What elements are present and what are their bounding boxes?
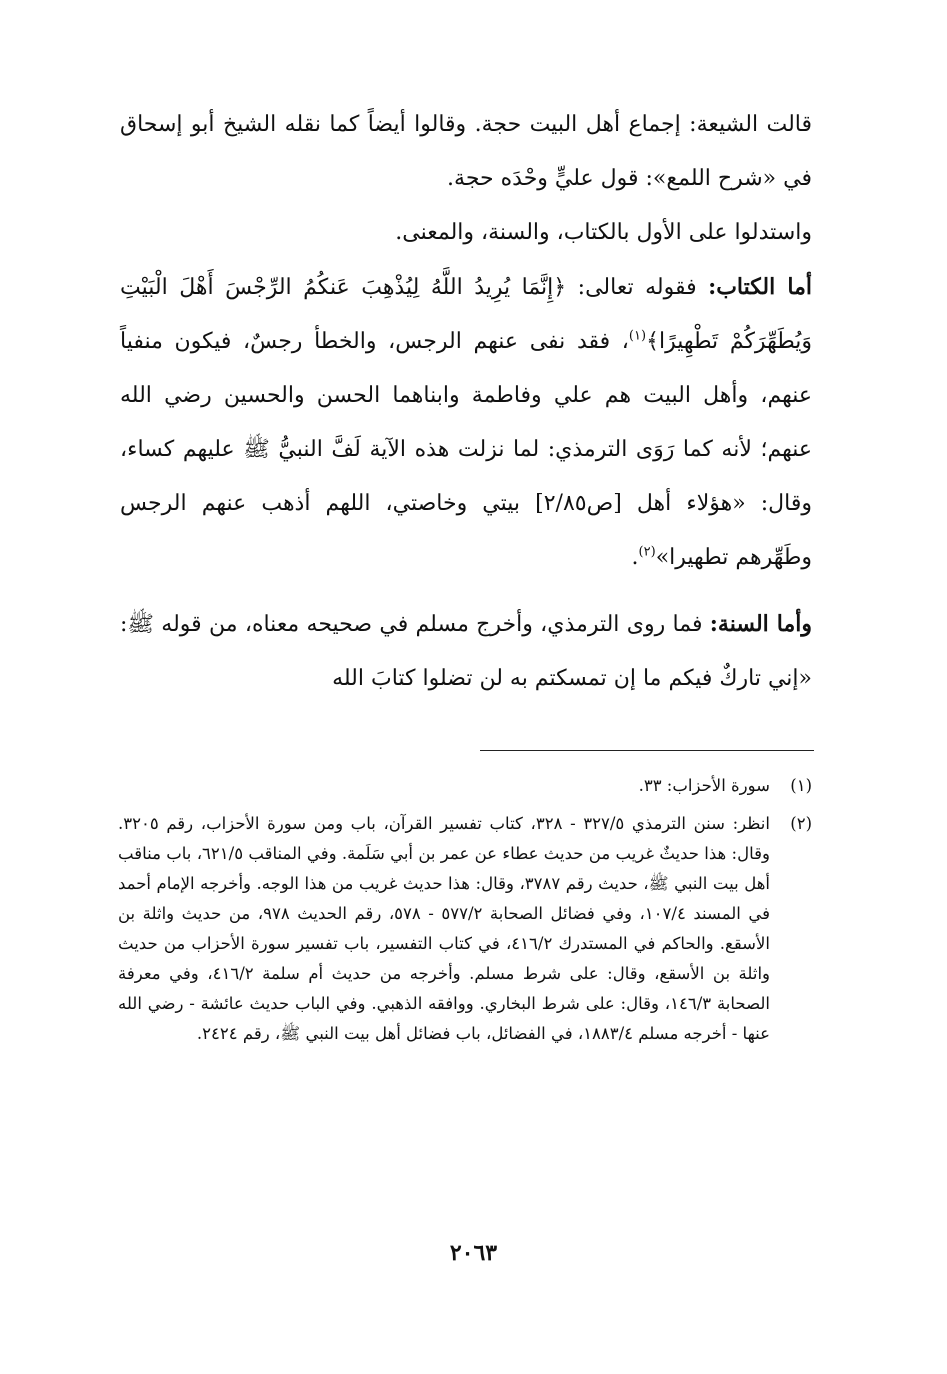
- footnote-number: (١): [790, 776, 812, 795]
- footnotes: [118, 771, 812, 1057]
- page-number: ٢٠٦٣: [449, 1240, 498, 1266]
- footnote-ref-2[interactable]: (٢): [638, 544, 656, 560]
- main-text: [120, 98, 812, 706]
- footnote-text: انظر: سنن الترمذي ٣٢٧/٥ - ٣٢٨، كتاب تفسير القرآن، باب ومن سورة الأحزاب، رقم ٣٢٠٥. وقال: هذا حديثٌ غريب من حديث عطاء عن عمر بن أبي سَلَمة. وفي المناقب ٦٢١/٥، باب مناقب أهل بيت النبي ﷺ، حديث رقم ٣٧٨٧، وقال: هذا حديث غريب من هذا الوجه. وأخرجه الإمام أحمد في المسند ١٠٧/٤، وفي فضائل الصحابة ٥٧٧/٢ - ٥٧٨، رقم الحديث ٩٧٨، من حديث واثلة بن الأسقع. والحاكم في المستدرك ٤١٦/٢، في كتاب التفسير، باب تفسير سورة الأحزاب من حديث واثلة بن الأسقع، وقال: على شرط مسلم. وأخرجه من حديث أم سلمة ٤١٦/٢، وفي معرفة الصحابة ١٤٦/٣، وقال: على شرط البخاري. ووافقه الذهبي. وفي الباب حديث عائشة - رضي الله عنها - أخرجه مسلم ١٨٨٣/٤، في الفضائل، باب فضائل أهل بيت النبي ﷺ، رقم ٢٤٢٤.: [118, 814, 771, 1043]
- quran-heading: أما الكتاب:: [708, 274, 812, 300]
- quran-paragraph-end: .: [631, 545, 639, 570]
- footnote-2: [118, 809, 812, 1049]
- quran-verse-text: فقوله تعالى: ﴿إِنَّمَا يُرِيدُ اللَّهُ لِيُذْهِبَ عَنكُمُ الرِّجْسَ أَهْلَ الْبَيْتِ وَيُطَهِّرَكُمْ تَطْهِيرًا﴾: [120, 275, 813, 354]
- paragraph-shia-consensus: قالت الشيعة: إجماع أهل البيت حجة. وقالوا أيضاً كما نقله الشيخ أبو إسحاق في «شرح اللمع»: قول عليٍّ وحْدَه حجة.: [120, 112, 812, 191]
- footnote-ref-1[interactable]: (١): [628, 328, 647, 344]
- footnote-text: سورة الأحزاب: ٣٣.: [638, 776, 770, 795]
- sunnah-text: فما روى الترمذي، وأخرج مسلم في صحيحه معناه، من قوله ﷺ: «إني تاركٌ فيكم ما إن تمسكتم به لن تضلوا كتابَ الله: [120, 612, 812, 691]
- footnote-number: (٢): [790, 814, 812, 833]
- quran-argument-text: ، فقد نفى عنهم الرجس، والخطأ رجسٌ، فيكون منفياً عنهم، وأهل البيت هم علي وفاطمة وابناهما الحسن والحسين رضي الله عنهم؛ لأنه كما رَوَى الترمذي: لما نزلت هذه الآية لَفَّ النبيُّ ﷺ عليهم كساء، وقال: «هؤلاء أهل [ص٢/٨٥] بيتي وخاصتي، اللهم أذهب عنهم الرجس وطَهِّرهم تطهيرا»: [120, 329, 813, 570]
- paragraph-evidence-intro: واستدلوا على الأول بالكتاب، والسنة، والمعنى.: [395, 220, 812, 245]
- paragraph-sunnah-evidence: [120, 597, 812, 706]
- footnote-1: [118, 771, 812, 801]
- footnote-divider: [480, 750, 814, 751]
- sunnah-heading: وأما السنة:: [709, 611, 812, 637]
- paragraph-quran-evidence: [120, 260, 812, 585]
